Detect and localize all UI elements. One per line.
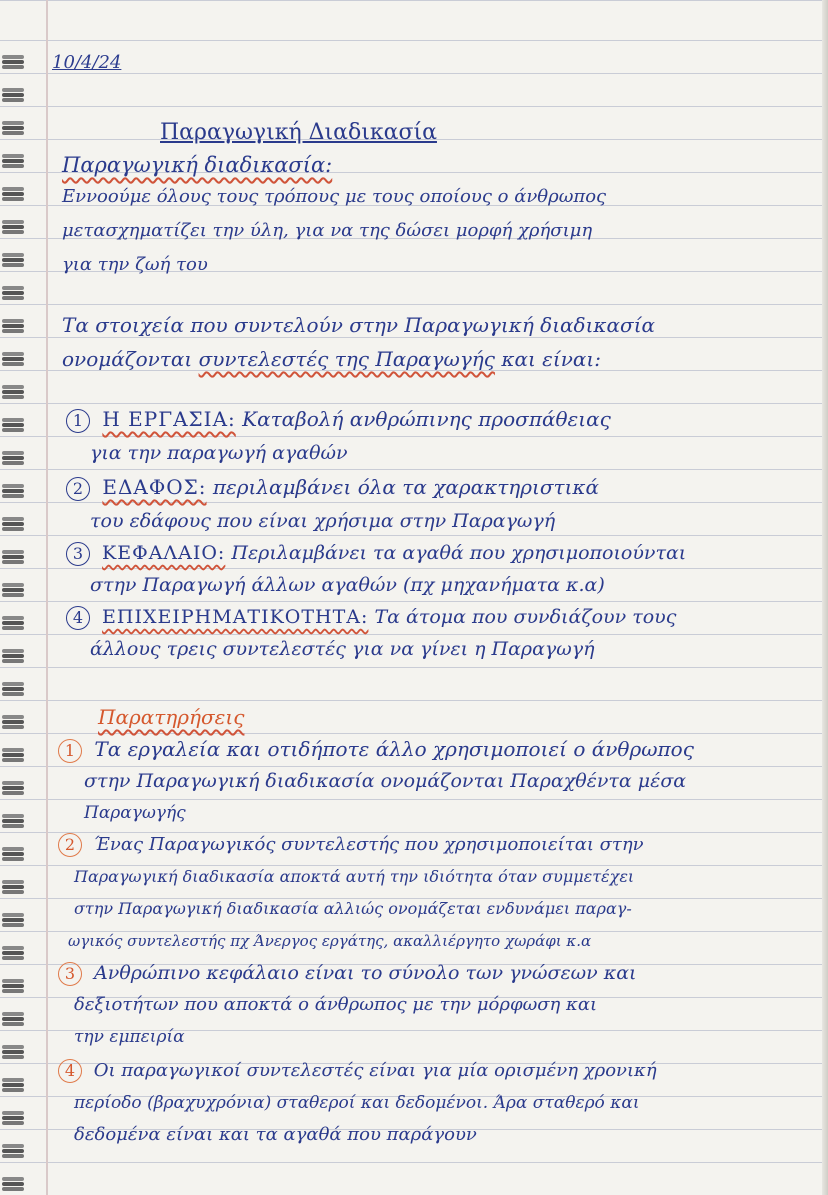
intro-text: ονομάζονται <box>62 347 193 371</box>
binding-hole <box>2 654 24 658</box>
definition-line: για την ζωή του <box>62 254 208 275</box>
observation-line: ωγικός συντελεστής πχ Άνεργος εργάτης, ακαλλιέργητο χωράφι κ.α <box>68 932 592 950</box>
factor-description-cont: άλλους τρεις συντελεστές για να γίνει η Παραγωγή <box>90 638 595 660</box>
factor-number: 1 <box>66 409 90 433</box>
observation-line: στην Παραγωγική διαδικασία ονομάζονται Παραχθέντα μέσα <box>84 770 687 792</box>
observation-line: Τα εργαλεία και οτιδήποτε άλλο χρησιμοποιεί ο άνθρωπος <box>94 737 694 761</box>
factor-number: 3 <box>66 542 90 566</box>
observation-number: 4 <box>58 1059 82 1083</box>
binding-hole <box>2 159 24 163</box>
binding-hole <box>2 357 24 361</box>
observation-line: Ένας Παραγωγικός συντελεστής που χρησιμοποιείται στην <box>93 834 644 855</box>
binding-hole <box>2 225 24 229</box>
factor-description: Περιλαμβάνει τα αγαθά που χρησιμοποιούνται <box>231 542 687 564</box>
factor-description-cont: στην Παραγωγή άλλων αγαθών (πχ μηχανήματα κ.α) <box>90 574 605 596</box>
factor-item <box>66 604 676 630</box>
binding-hole <box>2 1050 24 1054</box>
binding-hole <box>2 984 24 988</box>
factor-number: 2 <box>66 477 90 501</box>
factor-description: Καταβολή ανθρώπινης προσπάθειας <box>242 407 611 431</box>
observation-number: 1 <box>58 739 82 763</box>
binding-hole <box>2 1116 24 1120</box>
binding-hole <box>2 93 24 97</box>
factor-item <box>66 474 599 501</box>
factor-item <box>66 540 686 566</box>
factor-name: ΕΠΙΧΕΙΡΗΜΑΤΙΚΟΤΗΤΑ: <box>102 606 369 628</box>
intro-line <box>62 346 601 372</box>
definition-heading: Παραγωγική διαδικασία: <box>62 153 333 177</box>
binding-hole <box>2 522 24 526</box>
binding-hole <box>2 555 24 559</box>
observation-item <box>58 736 694 763</box>
binding-hole <box>2 918 24 922</box>
binding-hole <box>2 192 24 196</box>
observation-item <box>58 832 644 858</box>
factor-name: Η ΕΡΓΑΣΙΑ: <box>102 407 236 431</box>
binding-hole <box>2 786 24 790</box>
factor-name: ΕΔΑΦΟΣ: <box>102 475 207 499</box>
factor-item <box>66 406 611 433</box>
observation-line: Ανθρώπινο κεφάλαιο είναι το σύνολο των γνώσεων και <box>94 962 637 984</box>
observation-line: Παραγωγική διαδικασία αποκτά αυτή την ιδιότητα όταν συμμετέχει <box>74 867 635 886</box>
binding-hole <box>2 456 24 460</box>
binding-hole <box>2 126 24 130</box>
factor-number: 4 <box>66 606 90 630</box>
factor-description: περιλαμβάνει όλα τα χαρακτηριστικά <box>212 475 600 499</box>
binding-hole <box>2 588 24 592</box>
binding-hole <box>2 1149 24 1153</box>
page-title: Παραγωγική Διαδικασία <box>160 120 437 145</box>
binding-hole <box>2 489 24 493</box>
intro-text: και είναι: <box>501 347 601 371</box>
observation-item <box>58 1058 657 1084</box>
intro-line: Τα στοιχεία που συντελούν στην Παραγωγική διαδικασία <box>62 313 656 337</box>
observation-line: Οι παραγωγικοί συντελεστές είναι για μία ορισμένη χρονική <box>93 1060 657 1081</box>
observation-line: την εμπειρία <box>74 1027 185 1047</box>
binding-hole <box>2 324 24 328</box>
binding-hole <box>2 390 24 394</box>
binding-hole <box>2 1182 24 1186</box>
observation-line: δεξιοτήτων που αποκτά ο άνθρωπος με την μόρφωση και <box>74 994 598 1015</box>
binding-hole <box>2 951 24 955</box>
binding-hole <box>2 852 24 856</box>
definition-line: Εννοούμε όλους τους τρόπους με τους οποίους ο άνθρωπος <box>62 186 607 207</box>
observation-item <box>58 960 637 986</box>
observation-line: περίοδο (βραχυχρόνια) σταθεροί και δεδομένοι. Άρα σταθερό και <box>74 1093 640 1113</box>
binding-hole <box>2 885 24 889</box>
observations-heading: Παρατηρήσεις <box>98 705 245 729</box>
binding-hole <box>2 291 24 295</box>
binding-hole <box>2 621 24 625</box>
definition-line: μετασχηματίζει την ύλη, για να της δώσει μορφή χρήσιμη <box>62 220 593 241</box>
factor-description-cont: για την παραγωγή αγαθών <box>90 442 348 464</box>
binding-hole <box>2 720 24 724</box>
observation-number: 3 <box>58 962 82 986</box>
factor-description-cont: του εδάφους που είναι χρήσιμα στην Παραγωγή <box>90 510 556 532</box>
binding-hole <box>2 1083 24 1087</box>
factor-name: ΚΕΦΑΛΑΙΟ: <box>102 542 226 564</box>
binding-hole <box>2 423 24 427</box>
factor-description: Τα άτομα που συνδιάζουν τους <box>374 606 677 628</box>
observation-line: δεδομένα είναι και τα αγαθά που παράγουν <box>74 1124 477 1145</box>
binding-hole <box>2 687 24 691</box>
binding-hole <box>2 1017 24 1021</box>
binding-hole <box>2 819 24 823</box>
factors-term: συντελεστές της Παραγωγής <box>198 347 495 371</box>
binding-hole <box>2 258 24 262</box>
margin-line <box>46 0 48 1195</box>
spiral-binding <box>0 0 38 1195</box>
observation-line: στην Παραγωγική διαδικασία αλλιώς ονομάζεται ενδυνάμει παραγ- <box>74 899 632 918</box>
observation-number: 2 <box>58 833 82 857</box>
observation-line: Παραγωγής <box>84 803 186 823</box>
binding-hole <box>2 753 24 757</box>
binding-hole <box>2 60 24 64</box>
date: 10/4/24 <box>52 52 122 73</box>
page-edge <box>822 0 828 1195</box>
